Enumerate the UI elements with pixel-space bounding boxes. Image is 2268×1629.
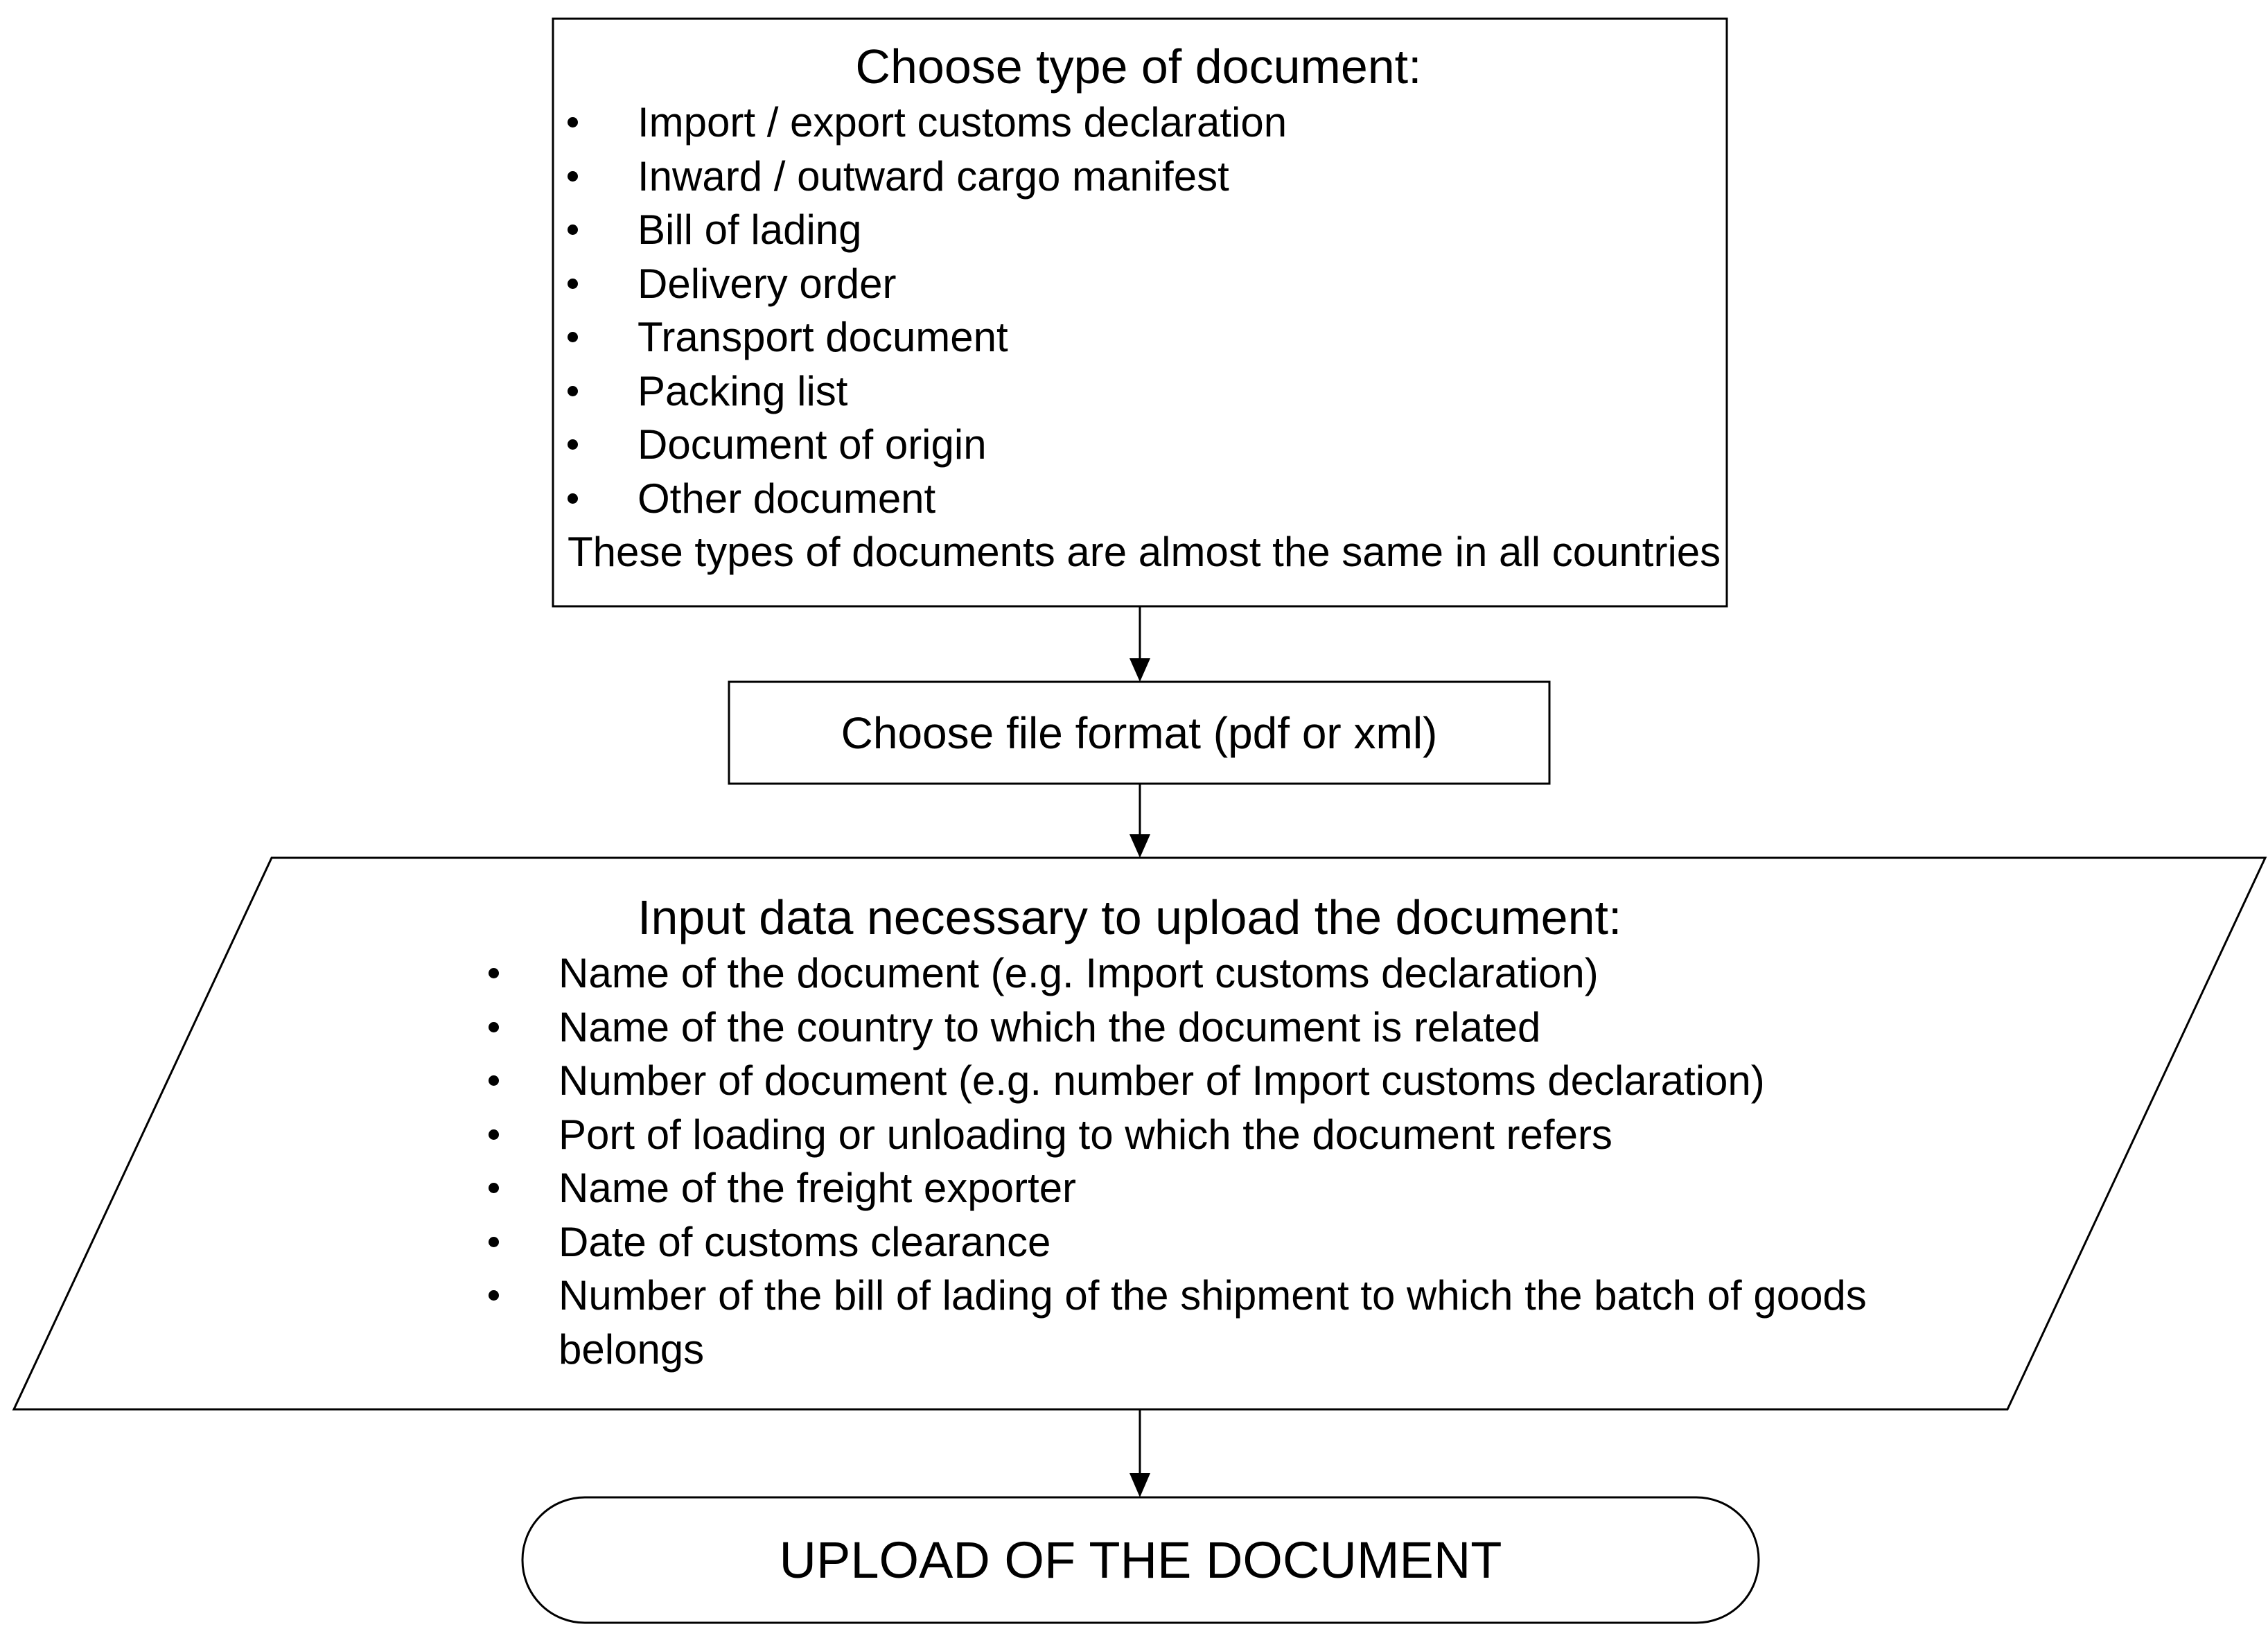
choose-type-title: Choose type of document: [855, 39, 1422, 94]
list-item: Delivery order [552, 257, 1725, 311]
arrowhead-icon [1129, 834, 1150, 858]
list-item: Transport document [552, 310, 1725, 364]
document-types-note: These types of documents are almost the same in all countries [568, 529, 1721, 575]
list-item: Other document [552, 472, 1725, 526]
list-item: Inward / outward cargo manifest [552, 150, 1725, 204]
connector-type-to-format [1129, 606, 1150, 682]
list-item: Name of the country to which the document is related [478, 1001, 1836, 1055]
input-data-content [478, 889, 1867, 1376]
arrowhead-icon [1129, 1473, 1150, 1497]
connector-input-to-upload [1129, 1409, 1150, 1497]
choose-format-label: Choose file format (pdf or xml) [841, 707, 1438, 758]
arrowhead-icon [1129, 658, 1150, 682]
choose-type-content [552, 38, 1725, 579]
list-item: Port of loading or unloading to which the document refers [478, 1108, 1836, 1162]
document-type-list [552, 96, 1725, 525]
list-item: Import / export customs declaration [552, 96, 1725, 150]
input-data-list [478, 946, 1867, 1376]
list-item: Number of the bill of lading of the shipment to which the batch of goods belongs [478, 1269, 1875, 1376]
list-item: Name of the freight exporter [478, 1161, 1836, 1215]
upload-content [522, 1497, 1759, 1623]
list-item: Bill of lading [552, 203, 1725, 257]
list-item: Document of origin [552, 418, 1725, 472]
choose-format-content [729, 682, 1549, 784]
list-item: Name of the document (e.g. Import customs declaration) [478, 946, 1836, 1001]
upload-label: UPLOAD OF THE DOCUMENT [779, 1531, 1502, 1589]
list-item: Packing list [552, 364, 1725, 419]
list-item: Date of customs clearance [478, 1215, 1836, 1269]
input-data-title: Input data necessary to upload the document: [638, 890, 1622, 944]
list-item: Number of document (e.g. number of Import customs declaration) [478, 1054, 1836, 1108]
connector-format-to-input [1129, 784, 1150, 858]
